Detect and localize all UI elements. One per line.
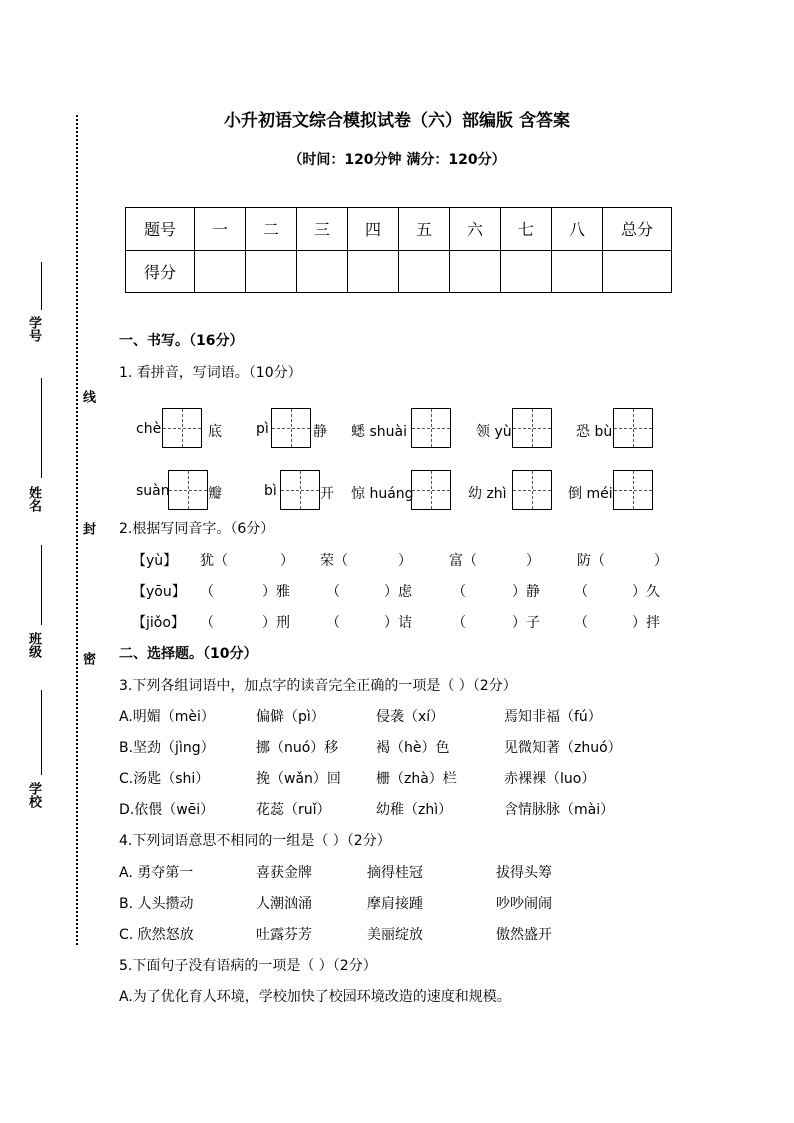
score-cell[interactable] [552,250,603,293]
student-id-label: 学号 [26,316,41,342]
pinyin-text: 倒 méi [568,486,613,502]
option-c-item: 吐露芬芳 [256,927,312,943]
homophone-blank-open[interactable]: （ [452,584,466,600]
score-row-label: 得分 [126,250,195,293]
homophone-blank-close: ） [526,553,540,569]
pinyin-text: 恐 bù [576,424,613,440]
pinyin-text: 幼 zhì [468,486,507,502]
option-b-item: 见微知著（zhuó） [504,740,622,756]
writing-box[interactable] [512,408,552,448]
option-a-item: 焉知非福（fú） [504,709,602,725]
character-text: 瓣 [208,486,222,502]
score-cell[interactable] [297,250,348,293]
homophone-blank-close: ）久 [632,584,660,600]
option-c-item: 赤裸裸（luo） [504,771,596,787]
score-header-cell: 一 [195,208,246,251]
writing-box[interactable] [613,408,653,448]
writing-box[interactable] [271,408,311,448]
writing-box[interactable] [512,470,552,510]
homophone-blank-close: ） [280,553,294,569]
seal-label-line: 线 [80,390,95,403]
homophone-pinyin: 【yù】 [132,553,178,569]
pinyin-text: pì [256,421,269,437]
homophone-blank-close: ）虑 [384,584,412,600]
option-a-item: 侵袭（xí） [376,709,445,725]
section-1-heading: 一、书写。（16分） [119,333,244,349]
option-b-item[interactable]: B.坚劲（jìng） [119,740,215,756]
name-line[interactable] [41,378,42,478]
score-header-cell: 七 [501,208,552,251]
option-a-item: 喜获金牌 [256,865,312,881]
writing-box[interactable] [411,470,451,510]
option-c-item: 美丽绽放 [367,927,423,943]
pinyin-text: bì [264,483,277,499]
homophone-blank-close: ）雅 [262,584,290,600]
score-table-row [126,250,672,293]
question-5-prompt: 5.下面句子没有语病的一项是（ ）（2分） [119,958,377,974]
score-cell[interactable] [501,250,552,293]
homophone-blank-open[interactable]: （ [200,615,214,631]
option-c-item: 栅（zhà）栏 [376,771,457,787]
homophone-blank-close: ）拌 [632,615,660,631]
option-d-item: 花蕊（ruǐ） [256,802,331,818]
option-c-item[interactable]: C.汤匙（shi） [119,771,210,787]
score-header-cell: 三 [297,208,348,251]
homophone-blank-open[interactable]: 防（ [577,553,605,569]
school-label: 学校 [26,782,41,808]
writing-box[interactable] [613,470,653,510]
option-a-item[interactable]: A.为了优化育人环境，学校加快了校园环境改造的速度和规模。 [119,989,511,1005]
homophone-blank-open[interactable]: 荣（ [320,553,348,569]
score-cell[interactable] [246,250,297,293]
writing-box[interactable] [162,408,202,448]
writing-box[interactable] [280,470,320,510]
student-id-line[interactable] [41,262,42,310]
score-cell[interactable] [450,250,501,293]
homophone-blank-close: ）诘 [384,615,412,631]
character-text: 底 [208,424,222,440]
score-table [125,207,672,293]
class-label: 班级 [26,632,41,658]
score-header-cell: 四 [348,208,399,251]
pinyin-text: chè [136,421,162,437]
homophone-blank-open[interactable]: （ [200,584,214,600]
option-b-item: 吵吵闹闹 [496,896,552,912]
score-cell[interactable] [195,250,246,293]
homophone-blank-close: ）刑 [262,615,290,631]
character-text: 开 [320,486,334,502]
score-header-cell: 六 [450,208,501,251]
name-label: 姓名 [26,486,41,512]
option-d-item[interactable]: D.依偎（wēi） [119,802,215,818]
question-4-prompt: 4.下列词语意思不相同的一组是（ ）（2分） [119,833,391,849]
pinyin-text: 领 yù [476,424,512,440]
question-3-prompt: 3.下列各组词语中，加点字的读音完全正确的一项是（ ）（2分） [119,678,517,694]
character-text: 静 [313,424,327,440]
question-2-prompt: 2.根据写同音字。（6分） [119,521,275,537]
writing-box[interactable] [411,408,451,448]
page-subtitle: （时间：120分钟 满分：120分） [288,152,506,168]
score-cell[interactable] [603,250,672,293]
score-cell[interactable] [399,250,450,293]
writing-box[interactable] [168,470,208,510]
homophone-blank-open[interactable]: （ [574,584,588,600]
pinyin-text: 蟋 shuài [351,424,407,440]
score-header-cell: 五 [399,208,450,251]
option-a-item: 摘得桂冠 [367,865,423,881]
class-line[interactable] [41,545,42,625]
score-header-cell: 二 [246,208,297,251]
homophone-blank-close: ）静 [512,584,540,600]
score-header-cell: 总分 [603,208,672,251]
homophone-blank-close: ） [654,553,668,569]
score-header-cell: 题号 [126,208,195,251]
option-b-item: 褐（hè）色 [376,740,450,756]
option-a-item[interactable]: A.明媚（mèi） [119,709,215,725]
homophone-pinyin: 【jiǒo】 [132,615,185,631]
section-2-heading: 二、选择题。（10分） [119,646,258,662]
question-1-prompt: 1. 看拼音，写词语。（10分） [119,365,302,381]
option-a-item[interactable]: A. 勇夺第一 [119,865,194,881]
option-d-item: 幼稚（zhì） [376,802,453,818]
option-b-item: 人潮汹涌 [256,896,312,912]
score-cell[interactable] [348,250,399,293]
homophone-blank-close: ） [398,553,412,569]
homophone-blank-open[interactable]: （ [326,615,340,631]
homophone-blank-open[interactable]: （ [326,584,340,600]
pinyin-text: 惊 huáng [351,486,414,502]
seal-label-secret: 密 [80,652,95,665]
option-a-item: 拔得头筹 [496,865,552,881]
school-line[interactable] [41,690,42,775]
score-table-header-row [126,208,672,251]
homophone-blank-open[interactable]: 犹（ [200,553,228,569]
option-b-item: 挪（nuó）移 [256,740,339,756]
option-d-item: 含情脉脉（mài） [504,802,615,818]
pinyin-text: suàn [136,483,170,499]
homophone-blank-close: ）子 [512,615,540,631]
score-header-cell: 八 [552,208,603,251]
seal-label-seal: 封 [80,522,95,535]
option-b-item: 摩肩接踵 [367,896,423,912]
option-c-item: 傲然盛开 [496,927,552,943]
homophone-blank-open[interactable]: （ [574,615,588,631]
option-c-item[interactable]: C. 欣然怒放 [119,927,194,943]
homophone-blank-open[interactable]: 富（ [449,553,477,569]
option-a-item: 偏僻（pì） [256,709,325,725]
option-b-item[interactable]: B. 人头攒动 [119,896,194,912]
homophone-blank-open[interactable]: （ [452,615,466,631]
homophone-pinyin: 【yōu】 [132,584,186,600]
page-title: 小升初语文综合模拟试卷（六）部编版 含答案 [224,111,570,131]
option-c-item: 挽（wǎn）回 [256,771,341,787]
